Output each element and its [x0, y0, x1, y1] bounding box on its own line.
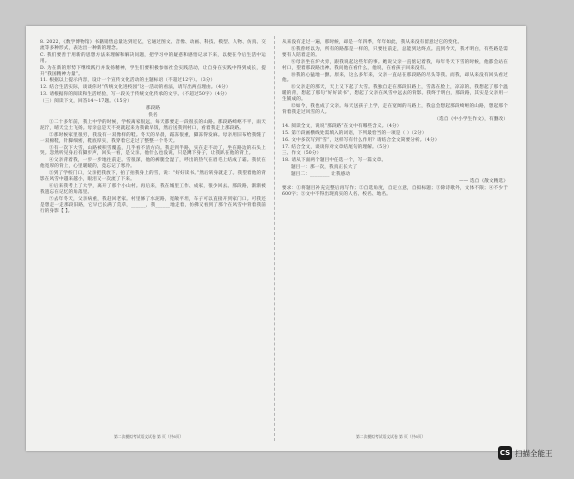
question-14: 14. 阅读全文，说说“那段路”在文中有哪些含义。（4分） — [282, 123, 402, 129]
right-column — [282, 40, 508, 199]
scanner-app-label: 扫描全能王 — [515, 448, 553, 458]
question-13: 13. 请根据你的阅读和生活经验，写一段关于传统文化传承的文字。（不超过50字）（4分） — [40, 92, 230, 98]
text-line: C. 我们要善于用新的思想方法来理解和解决问题，把学习中的疑惑和感悟记录下来，以便在今后生活中运用。 — [40, 52, 266, 64]
passage-title: 那段路 — [145, 106, 161, 112]
paragraph: ③有一次下大雪，山路被积雪覆盖，几乎看不清方向。我走到半路，实在走不动了，坐在路边的石头上哭。忽然听见身后有脚步声，回头一看，是父亲。他什么也没说，只是蹲下身子，让我趴在他的背上。 — [40, 145, 266, 157]
paragraph: ①二十多年前，我上中学的时候，学校离家很远，每天都要走一段很长的山路。那段路崎岖不平，雨天泥泞，晴天尘土飞扬。母亲总是天不亮就起来为我做早饭，然后送我到村口，看着我走上那段路。 — [40, 119, 266, 131]
left-column — [40, 40, 266, 215]
passage-author: 佚名 — [148, 112, 158, 118]
question-16: 16. 文中多次写到“雪”，这样写有什么作用？请结合全文简要分析。（4分） — [282, 137, 440, 143]
question-18: 18. 请从下面两个题目中任选一个，写一篇文章。 — [282, 158, 387, 164]
paragraph: ⑩我的心猛地一颤。原来，这么多年来，父亲一直站在那段路的尽头等我。而我，却从来没有回头看过他。 — [282, 72, 508, 84]
column-divider — [274, 36, 275, 441]
question-17: 17. 结合全文，谈谈你对文章结尾句的理解。（5分） — [282, 144, 392, 150]
paragraph: ⑪父亲走的那天，天上又下起了大雪。我独自走在那段旧路上，雪落在脸上，凉凉的。我想起了那个温暖的背，想起了那句“好好读书”，想起了父亲在风雪中远去的背影。我终于明白，那段路，其实是父亲用一生铺成的。 — [282, 85, 508, 103]
paragraph: ⑦去年冬天，父亲病重，我赶回老家。村里修了水泥路，宽敞平坦，车子可以直接开到家门口。可我还是想走一走那段旧路，它早已长满了荒草，______，我______地走着，仿佛又看到了那个在风雪中背着我前行的身影【 】。 — [40, 196, 266, 214]
page-footer-left: 第二次模拟考试语文试卷 第 页（共6页） — [114, 434, 184, 439]
paragraph: ⑧我曾经以为，所有的路都是一样的，只要往前走，总能到达终点。直到今天，我才明白，有些路是需要有人陪着走的。 — [282, 46, 508, 58]
paragraph: ⑨母亲坐在炉火旁，跟我说起这些年的事。她说父亲一直惦记着我，每年冬天下雪的时候，他都会站在村口，望着那段路出神。我问他在看什么，他说，在看孩子回来没有。 — [282, 59, 508, 71]
paragraph: ②那时候家里很穷，我没有一双像样的鞋。冬天的早晨，霜冻很重，脚冻得发麻。母亲用旧布给我缝了一双棉鞋，针脚细密，鞋底厚实，我穿着它走过了整整一个冬天。 — [40, 132, 266, 144]
essay-requirements: 要求：①将题目补充完整后再写作；②自选角度，自定立意，自拟标题；③除诗歌外，文体不限；④不少于600字；⑤文中不得出现真实的人名、校名、地名。 — [282, 185, 508, 197]
quote-attribution: —— 选自《散文精选》 — [458, 179, 508, 185]
paragraph: 从来没有走过一遍，那时候，却是一年四季，年年如此，我从来没有留意过它的变化。 — [282, 40, 463, 45]
paragraph: ⑥后来我考上了大学，离开了那个小山村。再后来，我在城里工作、成家，很少回去。那段路，渐渐被我遗忘在记忆的角落里。 — [40, 183, 266, 195]
page-footer-right: 第二次模拟考试语文试卷 第 页（共6页） — [356, 434, 426, 439]
camscanner-logo-icon: CS — [498, 446, 512, 460]
section-heading: （三）阅读下文，回答14～17题。（15分） — [40, 99, 133, 105]
paragraph: ⑫如今，我也成了父亲。每天送孩子上学，走在宽阔的马路上，我总会想起那段崎岖的山路，想起那个背着我走过风雪的人。 — [282, 104, 508, 115]
scanner-watermark — [498, 446, 553, 460]
text-line: 8. 2022，《数学博物馆》书籍销售总量达到近亿，它通过图文、音像、动画、科技、模型、人物、仿真、交流等多种形式，表达出一种新的理念。 — [40, 40, 266, 51]
text-line: D. 为在新的形势下继续践行并发扬精神，学生们要积极参加社会实践活动，让自身在实践中得到成长，提升“我国精神力量”。 — [40, 65, 266, 77]
essay-topic-1: 题目一：那一次，我真正长大了 — [291, 165, 358, 171]
question-12: 12. 结合生活实际，谈谈你对“传统文化进校园”这一活动的看法，请写出两点理由。（4分） — [40, 85, 231, 91]
source-note: （选自《中小学生作文》，有删改） — [434, 116, 508, 122]
paragraph: ⑤到了学校门口，父亲把我放下，拍了拍我身上的雪，说：“好好读书。”然后转身就走了。我望着他的背影在风雪中越来越小，眼泪又一次流了下来。 — [40, 171, 266, 183]
paragraph: ④父亲背着我，一步一步地往前走。雪很深，他的裤腿全湿了，呼出的热气在眉毛上结成了霜。我伏在他宽厚的背上，心里暖暖的，竟忘记了寒冷。 — [40, 158, 266, 170]
question-11: 11. 根据以上提示内容，设计一个宣传文化活动的主题标语（不超过12字）。（3分） — [40, 78, 216, 84]
essay-topic-2: 题目二：________ 让我感动 — [291, 172, 351, 178]
section-heading: 三、作文（50分） — [282, 151, 322, 157]
exam-paper-scan — [26, 26, 526, 451]
question-15: 15. 第⑦段画横线处需填入的词语，下列最恰当的一项是（ ）（2分） — [282, 130, 427, 136]
